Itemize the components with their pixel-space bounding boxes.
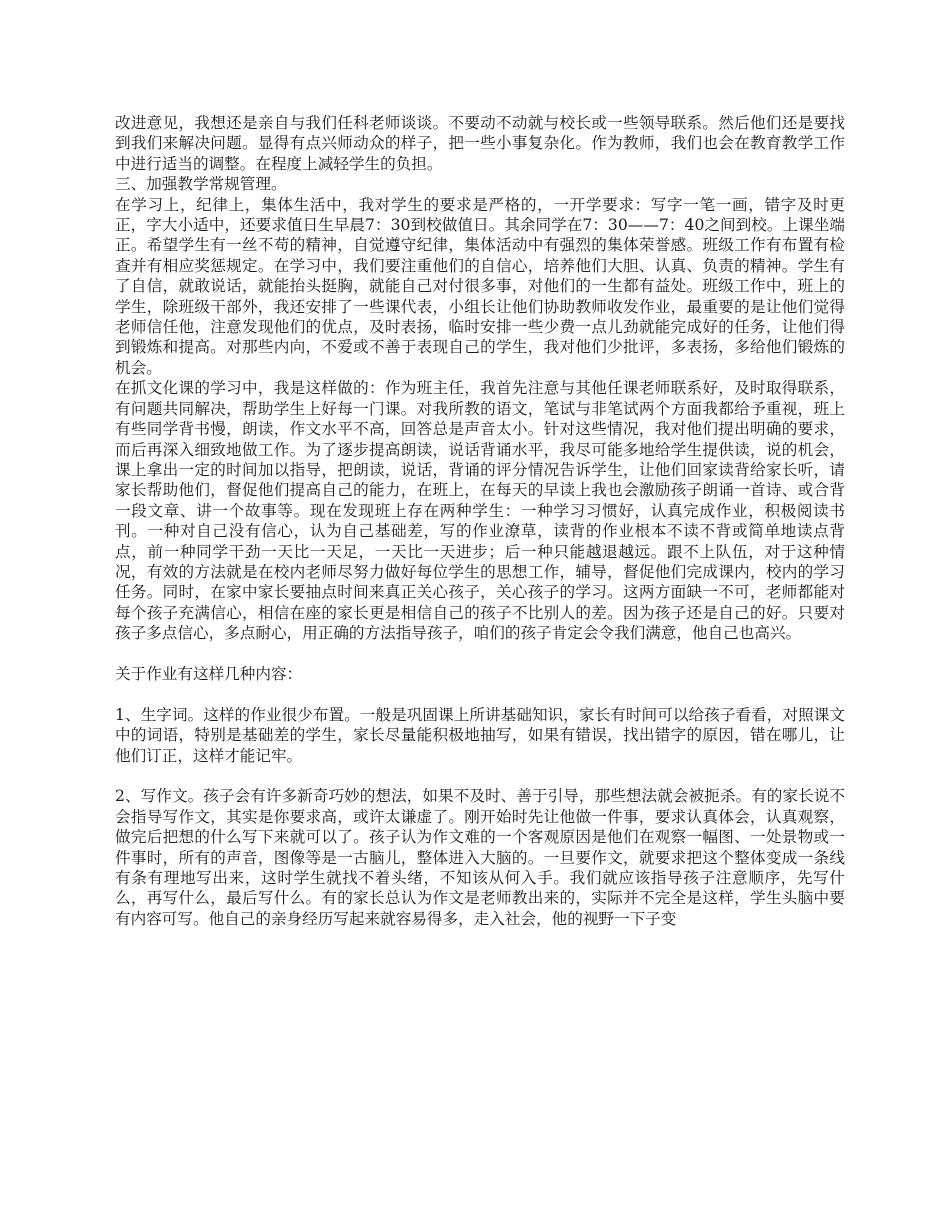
paragraph-discipline: 在学习上，纪律上，集体生活中，我对学生的要求是严格的，一开学要求：写字一笔一画，错字及时更正，字大小适中，还要求值日生早晨7：30到校做值日。其余同学在7：30——7：40之间到校。上课坐端正。希望学生有一丝不苟的精神，自觉遵守纪律，集体活动中有强烈的集体荣誉感。班级工作有布置有检查并有相应奖惩规定。在学习中，我们要注重他们的自信心，培养他们大胆、认真、负责的精神。学生有了自信，就敢说话，就能抬头挺胸，就能自己对付很多事，对他们的一生都有益处。班级工作中，班上的学生，除班级干部外，我还安排了一些课代表，小组长让他们协助教师收发作业，最重要的是让他们觉得老师信任他，注意发现他们的优点，及时表扬，临时安排一些少费一点儿劲就能完成好的任务，让他们得到锻炼和提高。对那些内向，不爱或不善于表现自己的学生，我对他们少批评，多表扬，多给他们锻炼的机会。 [115, 195, 845, 377]
document-page [115, 113, 845, 929]
paragraph-homework-vocabulary: 1、生字词。这样的作业很少布置。一般是巩固课上所讲基础知识，家长有时间可以给孩子看看，对照课文中的词语，特别是基础差的学生，家长尽量能积极地抽写，如果有错误，找出错字的原因，错在哪儿，让他们订正，这样才能记牢。 [115, 705, 845, 765]
section-heading-teaching-management: 三、加强教学常规管理。 [115, 175, 287, 194]
paragraph-spacer [115, 684, 845, 704]
paragraph-spacer [115, 644, 845, 664]
paragraph-spacer [115, 766, 845, 786]
paragraph-cultural-courses: 在抓文化课的学习中，我是这样做的：作为班主任，我首先注意与其他任课老师联系好，及时取得联系，有问题共同解决，帮助学生上好每一门课。对我所教的语文，笔试与非笔试两个方面我都给予重视，班上有些同学背书慢，朗读，作文水平不高，回答总是声音太小。针对这些情况，我对他们提出明确的要求，而后再深入细致地做工作。为了逐步提高朗读，说话背诵水平，我尽可能多地给学生提供读，说的机会，课上拿出一定的时间加以指导，把朗读，说话，背诵的评分情况告诉学生，让他们回家读背给家长听，请家长帮助他们，督促他们提高自己的能力，在班上，在每天的早读上我也会激励孩子朗诵一首诗、或合背一段文章、讲一个故事等。现在发现班上存在两种学生：一种学习习惯好，认真完成作业，积极阅读书刊。一种对自己没有信心，认为自己基础差，写的作业潦草，读背的作业根本不读不背或简单地读点背点，前一种同学干劲一天比一天足，一天比一天进步；后一种只能越退越远。跟不上队伍，对于这种情况，有效的方法就是在校内老师尽努力做好每位学生的思想工作，辅导，督促他们完成课内，校内的学习任务。同时，在家中家长要抽点时间来真正关心孩子，关心孩子的学习。这两方面缺一不可，老师都能对每个孩子充满信心，相信在座的家长更是相信自己的孩子不比别人的差。因为孩子还是自己的好。只要对孩子多点信心，多点耐心，用正确的方法指导孩子，咱们的孩子肯定会令我们满意，他自己也高兴。 [115, 379, 845, 643]
paragraph-homework-intro: 关于作业有这样几种内容： [115, 664, 303, 683]
paragraph-intro-continuation: 改进意见，我想还是亲自与我们任科老师谈谈。不要动不动就与校长或一些领导联系。然后他们还是要找到我们来解决问题。显得有点兴师动众的样子，把一些小事复杂化。作为教师，我们也会在教育教学工作中进行适当的调整。在程度上减轻学生的负担。 [115, 114, 845, 173]
paragraph-homework-composition: 2、写作文。孩子会有许多新奇巧妙的想法，如果不及时、善于引导，那些想法就会被扼杀。有的家长说不会指导写作文，其实是你要求高，或许太谦虚了。刚开始时先让他做一件事，要求认真体会，认真观察，做完后把想的什么写下来就可以了。孩子认为作文难的一个客观原因是他们在观察一幅图、一处景物或一件事时，所有的声音，图像等是一古脑儿，整体进入大脑的。一旦要作文，就要求把这个整体变成一条线有条有理地写出来，这时学生就找不着头绪，不知该从何入手。我们就应该指导孩子注意顺序，先写什么，再写什么，最后写什么。有的家长总认为作文是老师教出来的，实际并不完全是这样，学生头脑中要有内容可写。他自己的亲身经历写起来就容易得多，走入社会，他的视野一下子变 [115, 787, 845, 928]
